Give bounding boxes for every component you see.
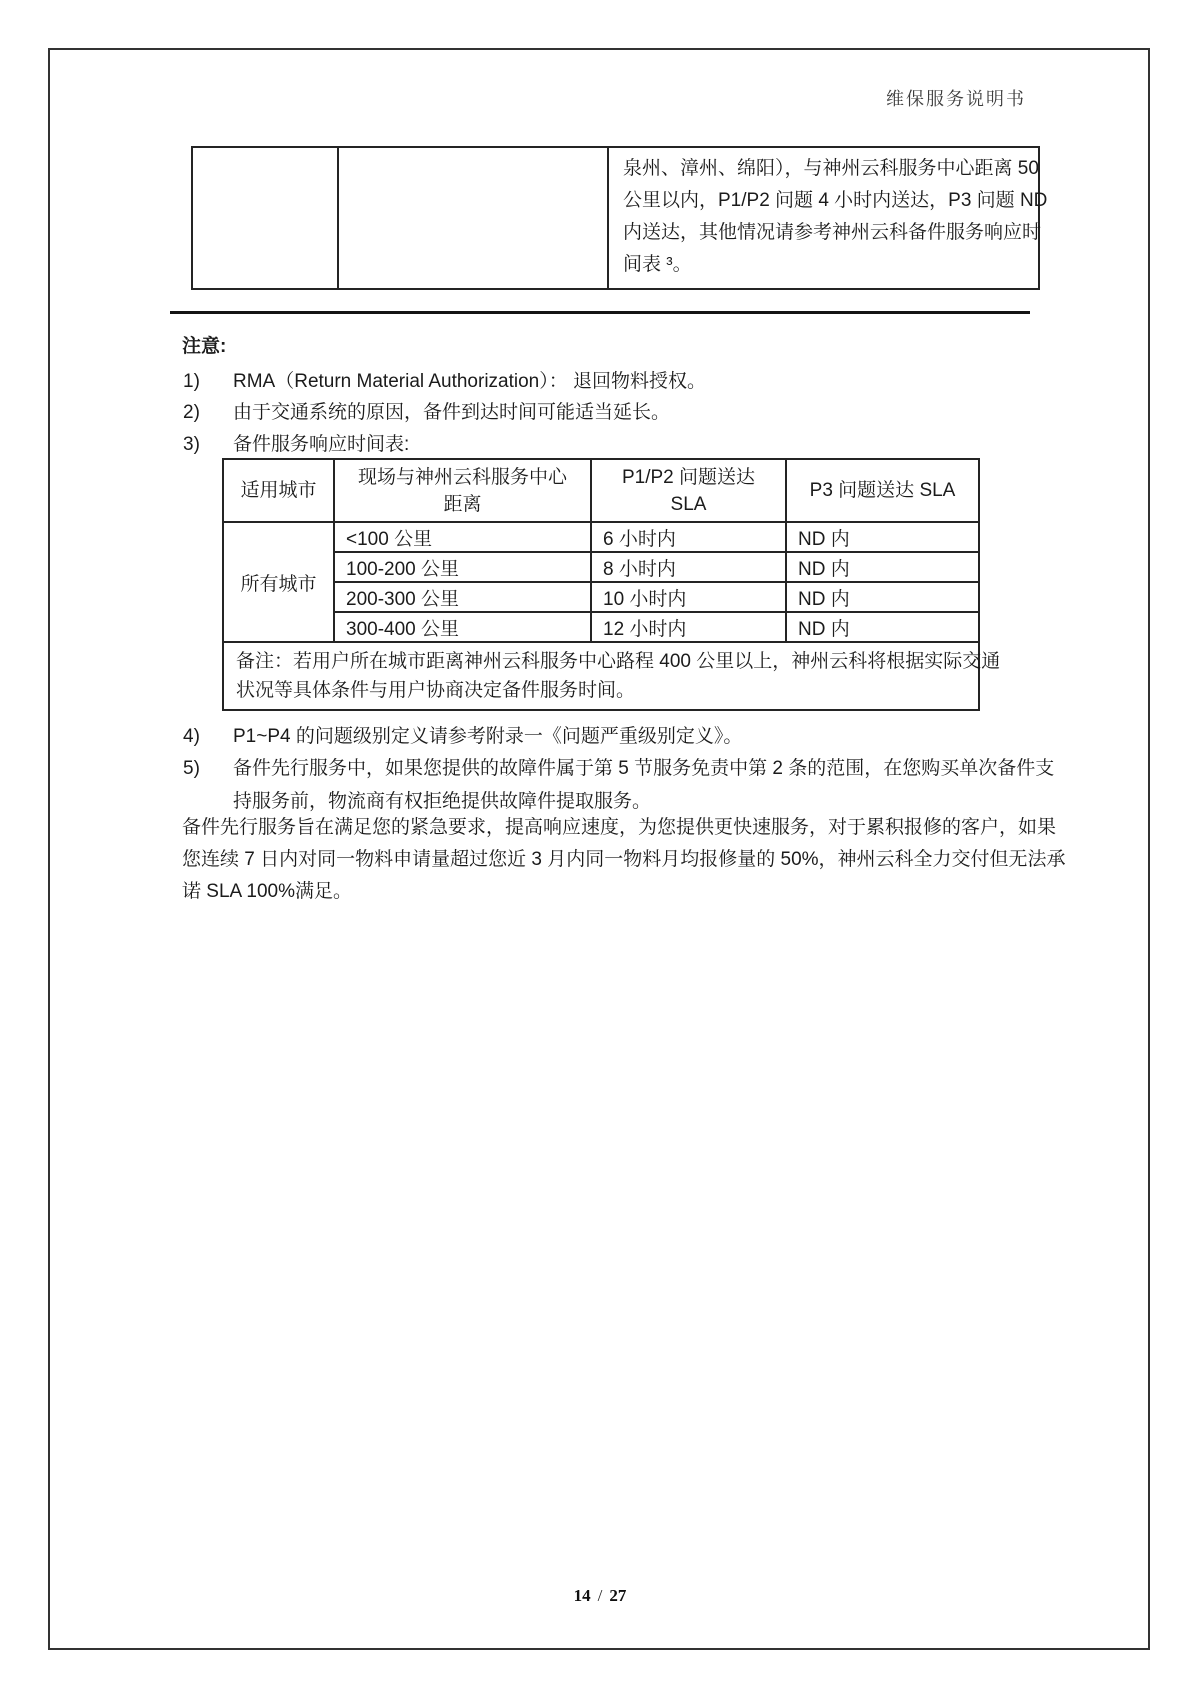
note-item-text: 备件服务响应时间表: bbox=[233, 434, 410, 455]
table-row bbox=[223, 612, 979, 642]
remark-cell bbox=[223, 642, 1001, 710]
note-item-1 bbox=[183, 366, 706, 398]
note-item-2 bbox=[183, 397, 670, 429]
table-header-row bbox=[223, 459, 979, 522]
section-divider-rule bbox=[170, 311, 1030, 314]
p3-sla-cell: ND 内 bbox=[786, 522, 979, 552]
table-remark-row bbox=[223, 642, 979, 710]
table-row bbox=[223, 522, 979, 552]
current-page-number: 14 bbox=[573, 1586, 591, 1605]
header-line: 距离 bbox=[443, 493, 482, 515]
distance-cell: 200-300 公里 bbox=[334, 582, 591, 612]
p1p2-sla-cell: 12 小时内 bbox=[591, 612, 786, 642]
closing-paragraph bbox=[182, 812, 1066, 908]
header-line: 现场与神州云科服务中心 bbox=[357, 466, 567, 488]
note-item-number: 2) bbox=[183, 402, 200, 423]
page-number bbox=[0, 1586, 1200, 1606]
p3-sla-cell: ND 内 bbox=[786, 612, 979, 642]
distance-cell: 100-200 公里 bbox=[334, 552, 591, 582]
cell-text-line: 间表 ³。 bbox=[623, 254, 692, 275]
distance-cell: 300-400 公里 bbox=[334, 612, 591, 642]
fragment-empty-cell-2 bbox=[338, 147, 608, 289]
table-row bbox=[223, 582, 979, 612]
table-row bbox=[223, 552, 979, 582]
distance-cell: <100 公里 bbox=[334, 522, 591, 552]
p1p2-sla-cell: 6 小时内 bbox=[591, 522, 786, 552]
note-item-text: 备件先行服务中，如果您提供的故障件属于第 5 节服务免责中第 2 条的范围，在您购买单次备件支 bbox=[233, 758, 1055, 779]
note-item-5-continuation: 持服务前，物流商有权拒绝提供故障件提取服务。 bbox=[233, 791, 652, 812]
note-item-4 bbox=[183, 721, 742, 753]
p1p2-sla-cell: 8 小时内 bbox=[591, 552, 786, 582]
header-line: P1/P2 问题送达 bbox=[621, 466, 756, 488]
header-cell-city: 适用城市 bbox=[223, 459, 334, 522]
table-row bbox=[192, 147, 1039, 289]
paragraph-line: 备件先行服务旨在满足您的紧急要求，提高响应速度，为您提供更快速服务，对于累积报修的客户，如果 bbox=[182, 817, 1057, 838]
header-cell-p3-sla: P3 问题送达 SLA bbox=[786, 459, 979, 522]
note-item-5 bbox=[183, 753, 1054, 785]
cell-text-line: 泉州、漳州、绵阳），与神州云科服务中心距离 50 bbox=[623, 158, 1039, 179]
paragraph-line: 诺 SLA 100%满足。 bbox=[182, 881, 353, 902]
city-group-cell: 所有城市 bbox=[223, 522, 334, 642]
note-item-text: RMA（Return Material Authorization）： 退回物料授权。 bbox=[233, 371, 707, 392]
header-line: SLA bbox=[670, 493, 707, 515]
p3-sla-cell: ND 内 bbox=[786, 552, 979, 582]
note-item-number: 3) bbox=[183, 434, 200, 455]
paragraph-line: 您连续 7 日内对同一物料申请量超过您近 3 月内同一物料月均报修量的 50%，神州云科全力交付但无法承 bbox=[182, 849, 1066, 870]
note-item-number: 1) bbox=[183, 371, 200, 392]
spare-parts-sla-table bbox=[222, 458, 1001, 711]
remark-line: 备注：若用户所在城市距离神州云科服务中心路程 400 公里以上，神州云科将根据实际交通 bbox=[236, 651, 1001, 672]
cell-text-line: 内送达，其他情况请参考神州云科备件服务响应时 bbox=[623, 222, 1042, 243]
continued-table-fragment bbox=[191, 146, 1048, 290]
p3-sla-cell: ND 内 bbox=[786, 582, 979, 612]
cell-text-line: 公里以内，P1/P2 问题 4 小时内送达，P3 问题 ND bbox=[623, 190, 1048, 211]
fragment-text-cell bbox=[608, 147, 1048, 289]
header-title: 维保服务说明书 bbox=[886, 89, 1026, 109]
note-item-number: 5) bbox=[183, 758, 200, 779]
note-item-text: 由于交通系统的原因，备件到达时间可能适当延长。 bbox=[233, 402, 671, 423]
remark-line: 状况等具体条件与用户协商决定备件服务时间。 bbox=[236, 680, 636, 701]
header-cell-p1p2-sla bbox=[591, 459, 786, 522]
note-item-3 bbox=[183, 429, 409, 461]
notes-heading: 注意: bbox=[182, 336, 227, 357]
header-cell-distance bbox=[334, 459, 591, 522]
total-page-count: 27 bbox=[609, 1586, 627, 1605]
fragment-empty-cell-1 bbox=[192, 147, 338, 289]
note-item-text: P1~P4 的问题级别定义请参考附录一《问题严重级别定义》。 bbox=[233, 726, 743, 747]
note-item-number: 4) bbox=[183, 726, 200, 747]
page-number-separator: / bbox=[597, 1586, 603, 1605]
p1p2-sla-cell: 10 小时内 bbox=[591, 582, 786, 612]
